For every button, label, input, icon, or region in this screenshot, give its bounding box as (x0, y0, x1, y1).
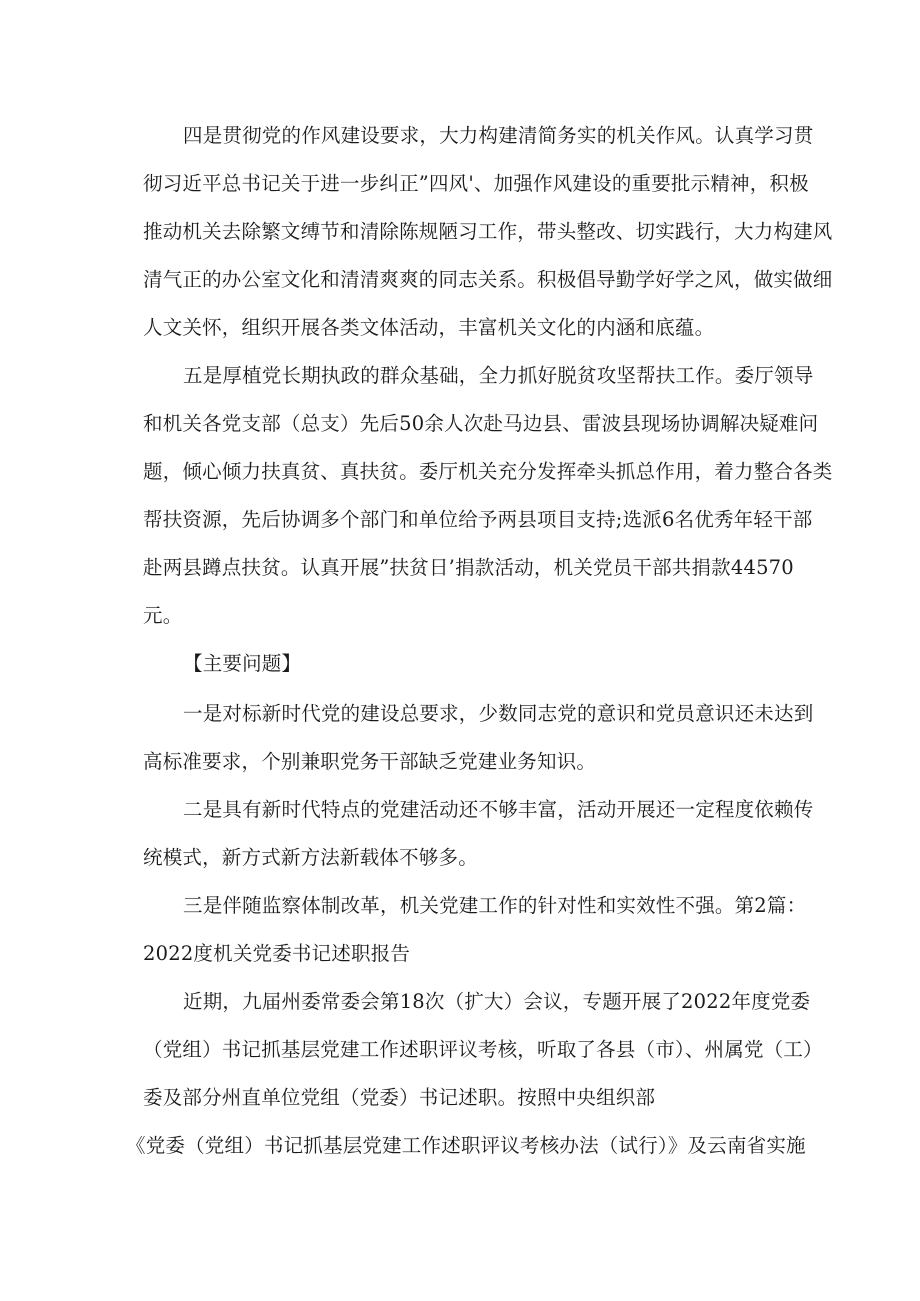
article-2-para-line-2: （党组）书记抓基层党建工作述职评议考核，听取了各县（市）、州属党（工） (143, 1038, 823, 1061)
article-2-para-line-4: 《党委（党组）书记抓基层党建工作述职评议考核办法（试行）》及云南省实施 (126, 1134, 806, 1157)
paragraph-5-line-2: 和机关各党支部（总支）先后50余人次赴马边县、雷波县现场协调解决疑难问 (143, 412, 819, 435)
issue-3-line-1: 三是伴随监察体制改革，机关党建工作的针对性和实效性不强。第2篇： (183, 894, 807, 917)
issue-2-line-1: 二是具有新时代特点的党建活动还不够丰富，活动开展还一定程度依赖传 (183, 798, 814, 821)
section-heading-main-issues: 【主要问题】 (183, 652, 302, 675)
paragraph-4-line-5: 人文关怀，组织开展各类文体活动，丰富机关文化的内涵和底蕴。 (143, 316, 715, 339)
paragraph-5-line-1: 五是厚植党长期执政的群众基础，全力抓好脱贫攻坚帮扶工作。委厅领导 (183, 364, 814, 387)
issue-2-line-2: 统模式，新方式新方法新载体不够多。 (143, 846, 478, 869)
paragraph-4-line-3: 推动机关去除繁文缚节和清除陈规陋习工作，带头整改、切实践行，大力构建风 (143, 220, 833, 243)
paragraph-5-line-3: 题，倾心倾力扶真贫、真扶贫。委厅机关充分发挥牵头抓总作用，着力整合各类 (143, 460, 833, 483)
paragraph-5-line-5: 赴两县蹲点扶贫。认真开展”扶贫日’捐款活动，机关党员干部共捐款44570 (143, 556, 794, 579)
issue-1-line-2: 高标准要求，个别兼职党务干部缺乏党建业务知识。 (143, 750, 597, 773)
article-2-para-line-3: 委及部分州直单位党组（党委）书记述职。按照中央组织部 (143, 1086, 656, 1109)
article-2-title: 2022度机关党委书记述职报告 (143, 942, 411, 965)
article-2-para-line-1: 近期，九届州委常委会第18次（扩大）会议，专题开展了2022年度党委 (183, 990, 811, 1013)
paragraph-4-line-4: 清气正的办公室文化和清清爽爽的同志关系。积极倡导勤学好学之风，做实做细 (143, 268, 833, 291)
paragraph-4-line-1: 四是贯彻党的作风建设要求，大力构建清简务实的机关作风。认真学习贯 (183, 124, 814, 147)
issue-1-line-1: 一是对标新时代党的建设总要求，少数同志党的意识和党员意识还未达到 (183, 702, 814, 725)
paragraph-5-line-4: 帮扶资源，先后协调多个部门和单位给予两县项目支持;选派6名优秀年轻干部 (143, 508, 813, 531)
paragraph-5-line-6: 元。 (143, 604, 183, 627)
paragraph-4-line-2: 彻习近平总书记关于进一步纠正”四风'、加强作风建设的重要批示精神，积极 (143, 172, 809, 195)
